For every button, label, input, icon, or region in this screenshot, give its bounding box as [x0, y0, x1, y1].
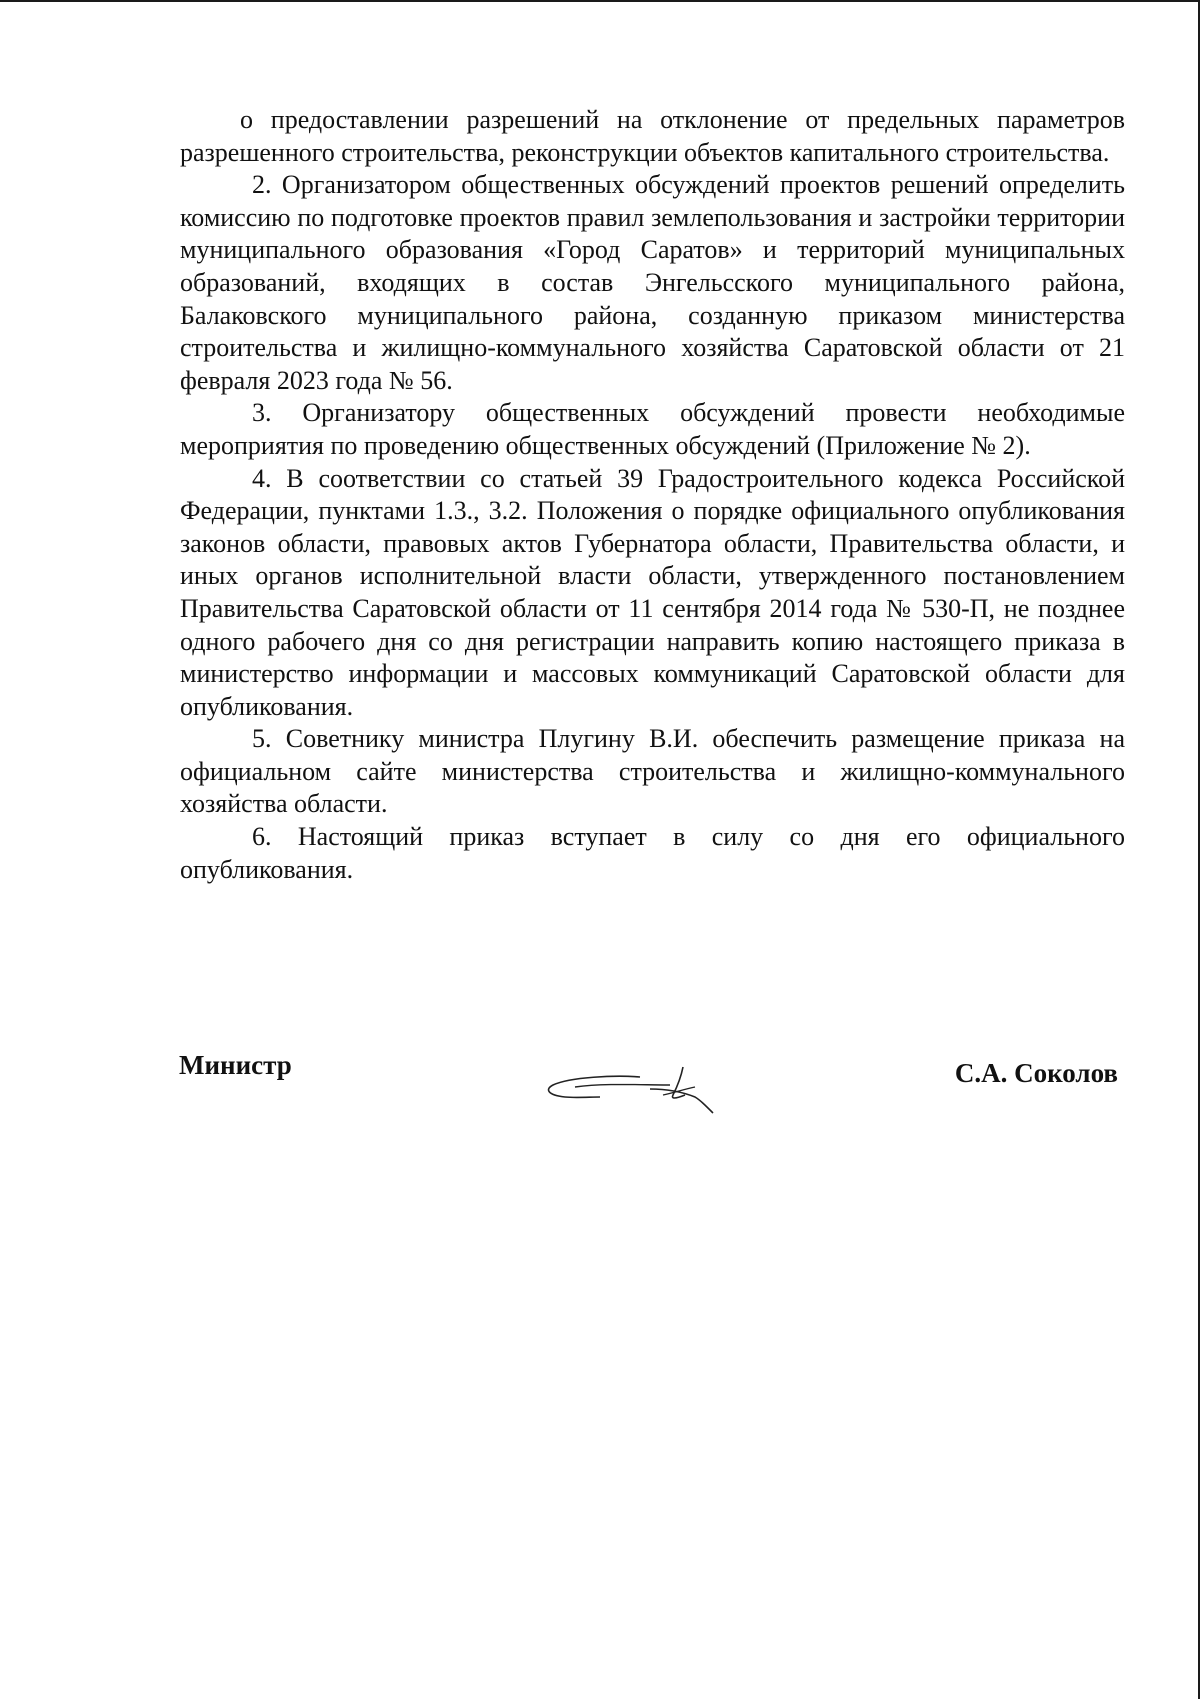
paragraph-item-5: 5. Советнику министра Плугину В.И. обеспечить размещение приказа на официальном сайте министерства строительства и жилищно-коммунального хозяйства области.	[180, 724, 1125, 819]
signatory-name: С.А. Соколов	[954, 1058, 1118, 1088]
paragraph-item-3: 3. Организатору общественных обсуждений провести необходимые мероприятия по проведению общественных обсуждений (Приложение № 2).	[180, 398, 1125, 460]
handwritten-signature	[545, 1065, 725, 1120]
paragraph-item-6: 6. Настоящий приказ вступает в силу со дня его официального опубликования.	[180, 822, 1125, 884]
paragraph-continuation: о предоставлении разрешений на отклонение от предельных параметров разрешенного строительства, реконструкции объектов капитального строительства.	[180, 105, 1125, 167]
paragraph-item-2: 2. Организатором общественных обсуждений проектов решений определить комиссию по подготовке проектов правил землепользования и застройки территории муниципального образования «Город Саратов» и территорий муниципальных образований, входящих в состав Энгельсского муниципального района, Балаковского муниципального района, созданную приказом министерства строительства и жилищно-коммунального хозяйства Саратовской области от 21 февраля 2023 года № 56.	[180, 170, 1125, 395]
paragraph-item-4: 4. В соответствии со статьей 39 Градостроительного кодекса Российской Федерации, пунктами 1.3., 3.2. Положения о порядке официального опубликования законов области, правовых актов Губернатора области, Правительства области, и иных органов исполнительной власти области, утвержденного постановлением Правительства Саратовской области от 11 сентября 2014 года № 530-П, не позднее одного рабочего дня со дня регистрации направить копию настоящего приказа в министерство информации и массовых коммуникаций Саратовской области для опубликования.	[180, 463, 1125, 721]
signatory-title: Министр	[179, 1050, 292, 1080]
document-body	[180, 104, 1125, 886]
scan-edge-top	[0, 0, 1200, 2]
